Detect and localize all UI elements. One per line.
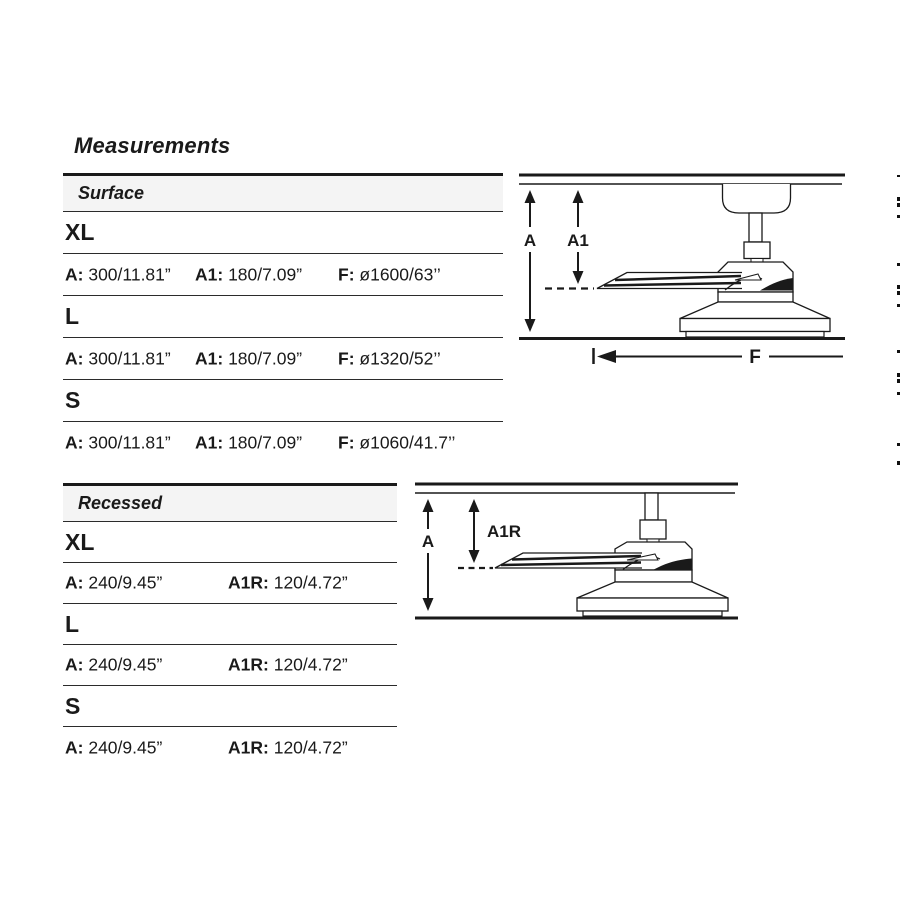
base-ring (680, 319, 830, 332)
arrowhead-left (597, 350, 616, 363)
dim-a1 (195, 433, 302, 454)
dim-a1-value: 180/7.09” (228, 348, 303, 368)
canopy (723, 184, 791, 213)
dim-a1r (228, 573, 348, 594)
dim-a-key: A: (65, 654, 84, 675)
dim-a-value: 240/9.45” (88, 654, 163, 675)
size-label: S (65, 692, 81, 719)
recessed-mount-diagram (405, 478, 750, 628)
dim-a1r-key: A1R: (228, 572, 269, 593)
base-rim (686, 332, 824, 338)
dim-label-a1: A1 (567, 231, 589, 250)
surface-data-s (63, 422, 503, 464)
recessed-table-header (63, 483, 397, 522)
size-label: L (65, 303, 80, 329)
arrowhead-down (469, 550, 480, 563)
dim-a (65, 573, 162, 594)
downrod (749, 213, 762, 242)
dim-a (65, 655, 162, 676)
recessed-measurements-table (63, 483, 397, 768)
recessed-fan-illustration (405, 478, 750, 628)
dim-a1r (228, 655, 348, 676)
surface-size-xl (63, 212, 503, 254)
dim-a1r-value: 120/4.72” (273, 572, 348, 593)
surface-measurements-table (63, 173, 503, 464)
surface-size-s (63, 380, 503, 422)
dim-label-a1r: A1R (487, 522, 522, 541)
downrod (645, 493, 658, 520)
dim-label-a: A (523, 231, 537, 250)
recessed-data-xl (63, 563, 397, 604)
size-label: L (65, 610, 80, 637)
dim-a-key: A: (65, 432, 84, 453)
recessed-data-s (63, 727, 397, 768)
dim-a1 (195, 264, 302, 285)
dim-a-key: A: (65, 572, 84, 593)
surface-header-label: Surface (78, 183, 145, 203)
dim-a1r-value: 120/4.72” (273, 737, 348, 757)
surface-size-l (63, 296, 503, 338)
dim-f (338, 264, 441, 285)
dim-a1-value: 180/7.09” (228, 432, 303, 453)
dim-a (65, 737, 162, 758)
motor-band (718, 292, 793, 302)
arrowhead-up (423, 499, 434, 512)
dim-label-f: F (749, 347, 761, 368)
surface-table-header (63, 173, 503, 212)
arrowhead-down (423, 598, 434, 611)
recessed-size-s (63, 686, 397, 727)
dim-a-key: A: (65, 737, 84, 757)
size-label: S (65, 387, 81, 413)
dim-a1 (195, 348, 302, 369)
recessed-header-label: Recessed (78, 493, 163, 513)
surface-mount-diagram (510, 170, 900, 370)
surface-fan-illustration (510, 170, 900, 370)
dim-f-key: F: (338, 264, 355, 284)
dim-f (338, 348, 441, 369)
coupler (744, 242, 770, 259)
dim-a-value: 240/9.45” (88, 737, 163, 757)
dim-f-key: F: (338, 348, 355, 368)
dim-a1-value: 180/7.09” (228, 264, 303, 284)
recessed-data-l (63, 645, 397, 686)
dim-a (65, 264, 171, 285)
dim-f-key: F: (338, 432, 355, 453)
arrowhead-up (573, 190, 584, 203)
dim-a-key: A: (65, 348, 84, 368)
dim-a-value: 300/11.81” (88, 432, 171, 453)
surface-data-l (63, 338, 503, 380)
dim-a1r (228, 737, 348, 758)
recessed-size-xl (63, 522, 397, 563)
motor-band (615, 570, 692, 582)
dim-f (338, 433, 455, 454)
base-rim (583, 611, 722, 616)
dim-a1-key: A1: (195, 348, 224, 368)
dim-a1-key: A1: (195, 264, 224, 284)
dim-a1r-key: A1R: (228, 737, 269, 757)
light-skirt (680, 302, 830, 319)
arrowhead-up (525, 190, 536, 203)
dim-f-value: ø1060/41.7’’ (359, 432, 456, 453)
base-ring (577, 598, 728, 611)
dim-f-value: ø1600/63’’ (359, 264, 441, 284)
dim-f-value: ø1320/52’’ (359, 348, 441, 368)
page-title: Measurements (74, 133, 231, 158)
dim-a (65, 348, 171, 369)
dim-a-value: 300/11.81” (88, 264, 171, 284)
dim-label-a: A (421, 532, 435, 551)
arrowhead-down (573, 271, 584, 284)
recessed-size-l (63, 604, 397, 645)
dim-a1-key: A1: (195, 432, 224, 453)
surface-data-xl (63, 254, 503, 296)
arrowhead-down (525, 319, 536, 332)
size-label: XL (65, 219, 95, 245)
dim-a1r-value: 120/4.72” (273, 654, 348, 675)
light-skirt (577, 582, 728, 598)
size-label: XL (65, 528, 95, 555)
arrowhead-up (469, 499, 480, 512)
dim-a1r-key: A1R: (228, 654, 269, 675)
coupler (640, 520, 666, 539)
dim-a-value: 300/11.81” (88, 348, 171, 368)
dim-a-key: A: (65, 264, 84, 284)
dim-a-value: 240/9.45” (88, 572, 163, 593)
dim-a (65, 433, 171, 454)
